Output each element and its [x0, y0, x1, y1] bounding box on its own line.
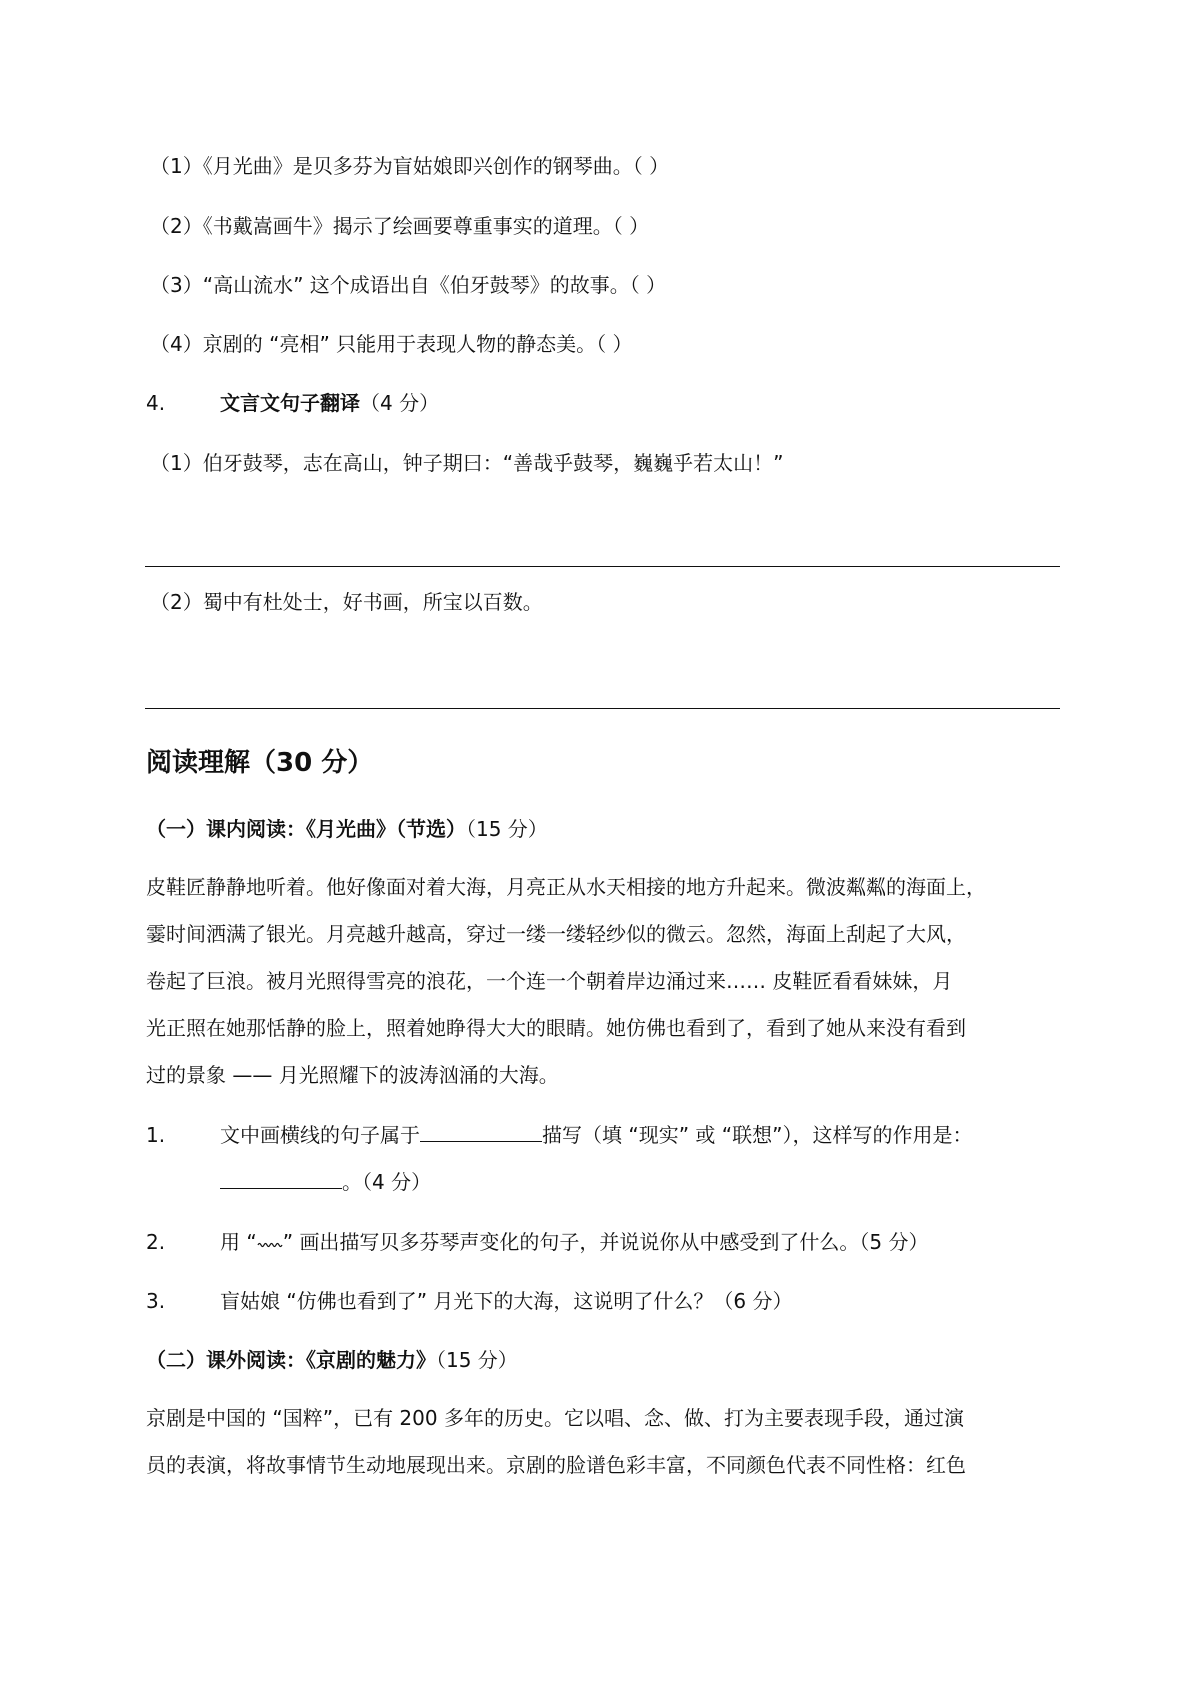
part2-label: （二）课外阅读：《京剧的魅力》	[146, 1348, 436, 1372]
part2-score: （15 分）	[436, 1348, 518, 1372]
question-text: 用 “	[220, 1230, 257, 1254]
question-2-text	[220, 1228, 929, 1256]
question-number: 1.	[146, 1123, 166, 1147]
question-3-text: 盲姑娘 “仿佛也看到了” 月光下的大海，这说明了什么？（6 分）	[220, 1289, 793, 1313]
judgment-item-1: （1）《月光曲》是贝多芬为盲姑娘即兴创作的钢琴曲。（ ）	[150, 154, 670, 178]
question-text: 。（4 分）	[342, 1170, 432, 1194]
translation-q1: （1）伯牙鼓琴，志在高山，钟子期曰：“善哉乎鼓琴，巍巍乎若太山！”	[150, 451, 784, 475]
judgment-item-3: （3）“高山流水” 这个成语出自《伯牙鼓琴》的故事。（ ）	[150, 273, 667, 297]
passage-line: 过的景象 —— 月光照耀下的波涛汹涌的大海。	[146, 1063, 559, 1087]
translation-heading	[220, 389, 439, 417]
judgment-item-2: （2）《书戴嵩画牛》揭示了绘画要尊重事实的道理。（ ）	[150, 214, 650, 238]
passage-line: 京剧是中国的 “国粹”，已有 200 多年的历史。它以唱、念、做、打为主要表现手段，通过演	[146, 1406, 964, 1430]
part1-heading	[146, 815, 548, 843]
fill-blank[interactable]	[420, 1121, 542, 1142]
question-number: 4.	[146, 391, 166, 415]
question-text: 文中画横线的句子属于	[220, 1123, 420, 1147]
fill-blank[interactable]	[220, 1168, 342, 1189]
question-1-text	[220, 1121, 973, 1149]
passage-line: 光正照在她那恬静的脸上，照着她睁得大大的眼睛。她仿佛也看到了，看到了她从来没有看到	[146, 1016, 966, 1040]
passage-line: 员的表演，将故事情节生动地展现出来。京剧的脸谱色彩丰富，不同颜色代表不同性格：红色	[146, 1453, 966, 1477]
part2-heading	[146, 1346, 518, 1374]
translation-score: （4 分）	[360, 391, 440, 415]
translation-q2: （2）蜀中有杜处士，好书画，所宝以百数。	[150, 590, 543, 614]
judgment-item-4: （4）京剧的 “亮相” 只能用于表现人物的静态美。（ ）	[150, 332, 633, 356]
question-number: 3.	[146, 1289, 166, 1313]
passage-line: 卷起了巨浪。被月光照得雪亮的浪花，一个连一个朝着岸边涌过来…… 皮鞋匠看看妹妹，月	[146, 969, 953, 993]
part1-score: （15 分）	[466, 817, 548, 841]
answer-line-1[interactable]	[145, 566, 1060, 567]
answer-line-2[interactable]	[145, 708, 1060, 709]
question-1-text-cont	[220, 1168, 431, 1196]
question-number: 2.	[146, 1230, 166, 1254]
translation-title: 文言文句子翻译	[220, 391, 360, 415]
question-text: 描写（填 “现实” 或 “联想”），这样写的作用是：	[542, 1123, 973, 1147]
part1-label: （一）课内阅读：《月光曲》（节选）	[146, 817, 466, 841]
passage-line: 皮鞋匠静静地听着。他好像面对着大海，月亮正从水天相接的地方升起来。微波粼粼的海面上，	[146, 875, 986, 899]
section-heading: 阅读理解（30 分）	[146, 748, 374, 778]
wavy-underline-icon	[257, 1241, 283, 1249]
passage-line: 霎时间洒满了银光。月亮越升越高，穿过一缕一缕轻纱似的微云。忽然，海面上刮起了大风，	[146, 922, 966, 946]
question-text: ” 画出描写贝多芬琴声变化的句子，并说说你从中感受到了什么。（5 分）	[282, 1230, 929, 1254]
